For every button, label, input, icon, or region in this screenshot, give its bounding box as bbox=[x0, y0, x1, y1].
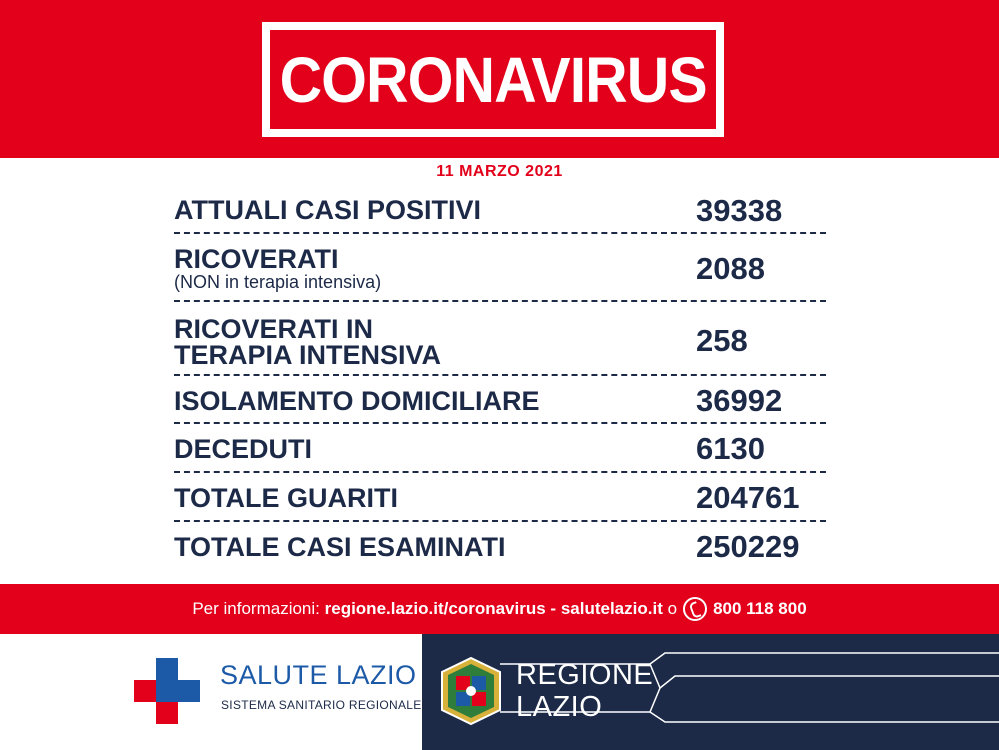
stat-label: RICOVERATI IN bbox=[174, 314, 374, 344]
stat-label: RICOVERATI bbox=[174, 244, 339, 274]
salute-lazio-title: SALUTE LAZIO bbox=[220, 660, 417, 690]
stat-row bbox=[174, 234, 826, 302]
phone-number[interactable]: 800 118 800 bbox=[713, 599, 807, 618]
stat-value: 258 bbox=[696, 323, 748, 358]
regione-coronavirus-link[interactable]: regione.lazio.it/coronavirus bbox=[324, 599, 546, 618]
stat-value: 204761 bbox=[696, 480, 800, 515]
stat-row bbox=[174, 302, 826, 376]
stats-table bbox=[174, 186, 826, 570]
stat-sublabel: (NON in terapia intensiva) bbox=[174, 272, 382, 292]
report-date: 11 MARZO 2021 bbox=[436, 163, 563, 180]
stat-label: ISOLAMENTO DOMICILIARE bbox=[174, 386, 540, 416]
info-prefix: Per informazioni: bbox=[192, 599, 320, 618]
stat-row bbox=[174, 424, 826, 473]
stat-value: 250229 bbox=[696, 529, 800, 564]
info-separator: - bbox=[550, 599, 557, 618]
regione-lazio-emblem-icon bbox=[438, 656, 504, 726]
phone-icon bbox=[683, 597, 707, 621]
stat-row bbox=[174, 376, 826, 424]
salute-lazio-subtitle: SISTEMA SANITARIO REGIONALE bbox=[221, 698, 422, 712]
stat-value: 36992 bbox=[696, 383, 783, 418]
salute-lazio-cross-icon bbox=[134, 658, 200, 724]
info-or: o bbox=[667, 599, 678, 618]
header-banner bbox=[0, 0, 999, 158]
stat-value: 2088 bbox=[696, 251, 765, 286]
info-bar bbox=[0, 584, 999, 634]
stat-row bbox=[174, 473, 826, 522]
stat-row bbox=[174, 186, 826, 234]
page-title: CORONAVIRUS bbox=[279, 43, 707, 116]
stat-label: DECEDUTI bbox=[174, 434, 313, 464]
salute-lazio-panel bbox=[0, 634, 422, 750]
stat-label: ATTUALI CASI POSITIVI bbox=[174, 195, 482, 225]
title-box bbox=[262, 22, 724, 137]
stat-label: TOTALE CASI ESAMINATI bbox=[174, 532, 506, 562]
regione-lazio-line2: LAZIO bbox=[516, 691, 603, 723]
stat-label: TOTALE GUARITI bbox=[174, 483, 398, 513]
regione-lazio-line1: REGIONE bbox=[516, 659, 654, 691]
stat-value: 39338 bbox=[696, 193, 783, 228]
salutelazio-link[interactable]: salutelazio.it bbox=[560, 599, 663, 618]
stat-label-line2: TERAPIA INTENSIVA bbox=[174, 340, 442, 370]
stat-row bbox=[174, 522, 826, 570]
stat-value: 6130 bbox=[696, 431, 765, 466]
